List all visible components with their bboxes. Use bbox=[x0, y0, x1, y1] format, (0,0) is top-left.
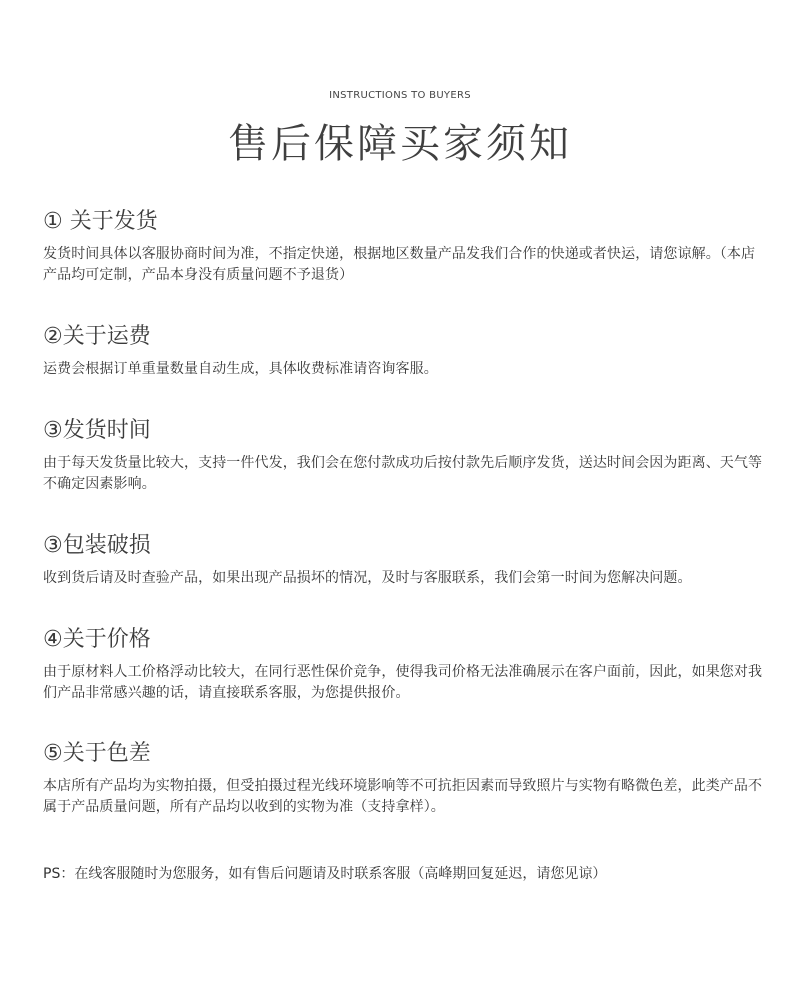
section-color-difference bbox=[43, 740, 763, 818]
ps-note: PS：在线客服随时为您服务，如有售后问题请及时联系客服（高峰期回复延迟，请您见谅） bbox=[43, 866, 607, 882]
section-body: 本店所有产品均为实物拍摄，但受拍摄过程光线环境影响等不可抗拒因素而导致照片与实物有略微色差，此类产品不属于产品质量问题，所有产品均以收到的实物为准（支持拿样）。 bbox=[43, 778, 763, 815]
section-body: 由于每天发货量比较大，支持一件代发，我们会在您付款成功后按付款先后顺序发货，送达时间会因为距离、天气等不确定因素影响。 bbox=[43, 455, 763, 492]
section-pricing bbox=[43, 626, 763, 704]
section-shipping-fee bbox=[43, 323, 763, 380]
section-body: 运费会根据订单重量数量自动生成，具体收费标准请咨询客服。 bbox=[43, 361, 438, 377]
section-heading: ③发货时间 bbox=[43, 418, 151, 443]
section-heading: ① 关于发货 bbox=[43, 209, 158, 234]
section-body: 由于原材料人工价格浮动比较大，在同行恶性保价竞争，使得我司价格无法准确展示在客户面前，因此，如果您对我们产品非常感兴趣的话，请直接联系客服，为您提供报价。 bbox=[43, 664, 763, 701]
section-body: 收到货后请及时查验产品，如果出现产品损坏的情况，及时与客服联系，我们会第一时间为您解决问题。 bbox=[43, 570, 692, 586]
section-heading: ②关于运费 bbox=[43, 324, 151, 349]
section-shipping bbox=[43, 208, 763, 286]
page-title: 售后保障买家须知 bbox=[228, 121, 572, 167]
section-delivery-time bbox=[43, 417, 763, 495]
section-heading: ③包装破损 bbox=[43, 533, 151, 558]
page-subtitle: INSTRUCTIONS TO BUYERS bbox=[329, 90, 471, 101]
section-heading: ④关于价格 bbox=[43, 627, 151, 652]
section-heading: ⑤关于色差 bbox=[43, 741, 151, 766]
section-package-damage bbox=[43, 532, 763, 589]
section-body: 发货时间具体以客服协商时间为准，不指定快递，根据地区数量产品发我们合作的快递或者快运，请您谅解。（本店产品均可定制，产品本身没有质量问题不予退货） bbox=[43, 246, 756, 283]
